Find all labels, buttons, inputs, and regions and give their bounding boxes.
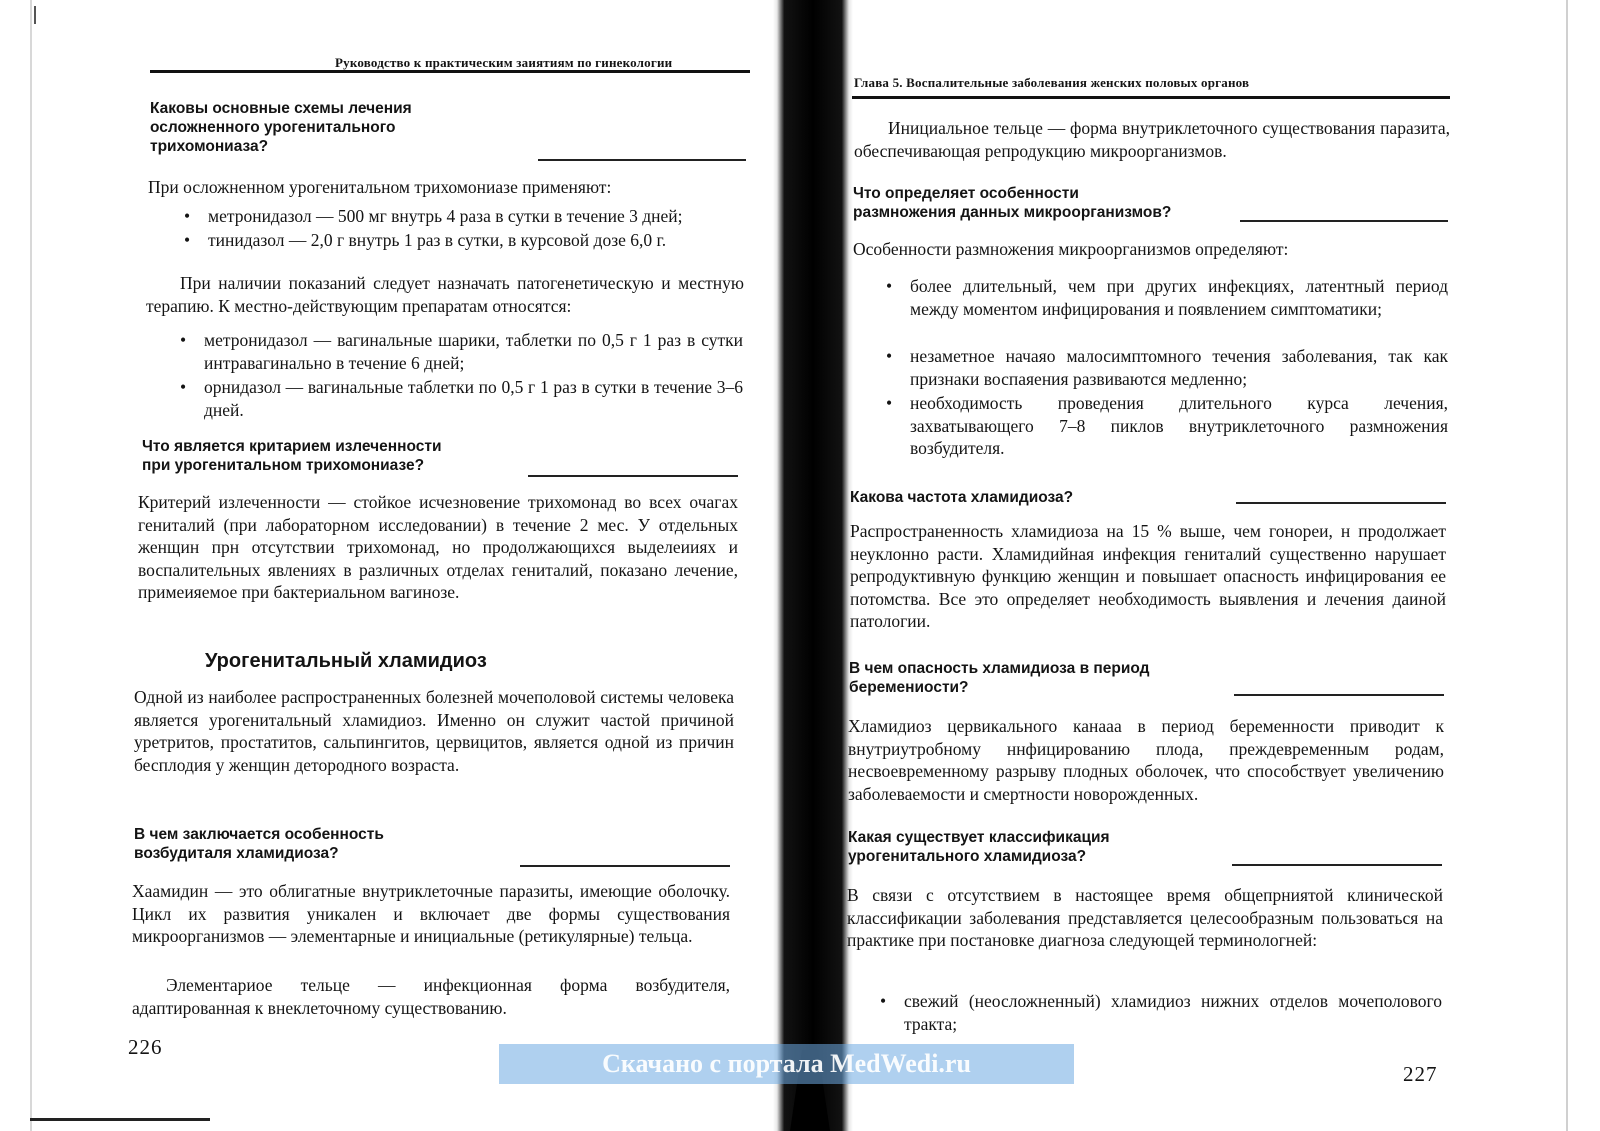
- list-item: • метронидазол — вагинальные шарики, таблетки по 0,5 г 1 раз в сутки интравагинально в течение 6 дней;: [180, 330, 743, 373]
- question-heading: В чем заключается особенность возбудиталя хламидиоза?: [134, 826, 384, 862]
- paragraph: Одной из наиболее распространенных болезней мочеполовой системы человека является урогенитальный хламидиоз. Именно он служит частой причиной уретритов, простатитов, сальпингитов, цервицитов, является одной из причин бесплодия у женщин детородного возраста.: [134, 687, 734, 775]
- bullet-icon: •: [880, 991, 887, 1011]
- question-rule: [520, 865, 730, 867]
- bullet-icon: •: [184, 230, 191, 250]
- section-title: Урогенитальный хламидиоз: [205, 650, 487, 672]
- question-rule: [1240, 220, 1448, 222]
- header-rule: [852, 96, 1450, 99]
- question-heading: Каковы основные схемы лечения осложненного урогенитального трихомониаза?: [150, 100, 412, 155]
- page-number: 227: [1403, 1062, 1438, 1086]
- question-heading: В чем опасность хламидиоза в период беремениости?: [849, 660, 1150, 696]
- bullet-icon: •: [886, 346, 893, 366]
- right-page: [847, 0, 1600, 1131]
- question-rule: [538, 159, 746, 161]
- question-heading: Что является критарием излеченности при урогенитальном трихомониазе?: [142, 438, 442, 474]
- paragraph: Инициальное тельце — форма внутриклеточного существования паразита, обеспечивающая репродукцию микроорганизмов.: [854, 118, 1450, 161]
- question-rule: [1232, 864, 1442, 866]
- running-head: Руководство к практическим заиятиям по гинекологии: [335, 55, 673, 70]
- paragraph: При наличии показаний следует назначать патогенетическую и местную терапию. К местно-действующим препаратам относятся:: [146, 273, 744, 316]
- list-item: • свежий (неосложненный) хламидиоз нижних отделов мочеполового тракта;: [880, 991, 1442, 1034]
- question-rule: [528, 475, 738, 477]
- paragraph: Распространенность хламидиоза на 15 % выше, чем гонореи, н продолжает неуклонно расти. Хламидийная инфекция гениталий существенно нарушает репродуктивную функцию женщин и повышает опасность инфицирования ее потомства. Все это определяет необходимость выявления и лечения даиной патологии.: [850, 521, 1446, 631]
- question-heading: Какая существует классификация урогенитального хламидиоза?: [848, 829, 1110, 865]
- paragraph: В связи с отсутствием в настоящее время общепрниятой клинической классификации заболевания представляется целесообразным пользоваться на практике при постановке диагноза следующей терминологней:: [847, 885, 1443, 950]
- paragraph: Хламидиоз цервикального канааа в период беременности приводит к внутриутробному ннфицированию плода, преждевременным родам, несвоевременному разрыву плодных оболочек, что способствует увеличению заболеваемости и смертности новорожденных.: [848, 716, 1444, 804]
- list-item: • метронидазол — 500 мг внутрь 4 раза в сутки в течение 3 дней;: [184, 206, 683, 226]
- book-spine-shadow: [773, 0, 853, 1131]
- paragraph: Критерий излеченности — стойкое исчезновение трихомонад во всех очагах гениталий (при лабораторном исследовании) в течение 2 мес. У отдельных женщин прн отсутствии трихомонад, но продолжающихся выделеииях и воспалительных явлениях в различных отделах гениталий, показано лечение, примеияемое при бактериальном вагинозе.: [138, 492, 738, 602]
- list-item: • орнидазол — вагинальные таблетки по 0,5 г 1 раз в сутки в течение 3–6 дней.: [180, 377, 743, 420]
- paragraph: Хаамидин — это облигатные внутриклеточные паразиты, имеющие оболочку. Цикл их развития уникален и включает две формы существования микроорганизмов — элементарные и инициальные (ретикулярные) тельца.: [132, 881, 730, 946]
- left-page: [0, 0, 780, 1131]
- question-heading: Какова частота хламидиоза?: [850, 489, 1074, 506]
- paragraph: Особенности размножения микроорганизмов определяют:: [853, 239, 1289, 259]
- bullet-icon: •: [886, 393, 893, 413]
- bullet-icon: •: [180, 330, 187, 350]
- question-heading: Что определяет особенности размножения данных микроорганизмов?: [853, 185, 1172, 221]
- list-item: • более длительный, чем при других инфекциях, латентный период между моментом инфицирования и появлением симптоматики;: [886, 276, 1448, 319]
- list-item: • необходимость проведения длительного курса лечения, захватывающего 7–8 пиклов внутриклеточного размножения возбудителя.: [886, 393, 1448, 458]
- watermark-banner: Скачано с портала MedWedi.ru: [499, 1044, 1074, 1084]
- bullet-icon: •: [184, 206, 191, 226]
- paragraph: Элементариое тельце — инфекционная форма возбудителя, адаптированная к внеклеточному существованию.: [132, 975, 730, 1018]
- bullet-icon: •: [180, 377, 187, 397]
- header-rule: [150, 70, 750, 73]
- question-rule: [1236, 502, 1446, 504]
- list-item: • тинидазол — 2,0 г внутрь 1 раз в сутки, в курсовой дозе 6,0 г.: [184, 230, 667, 250]
- question-rule: [1234, 694, 1444, 696]
- page-number: 226: [128, 1035, 163, 1059]
- running-head: Глава 5. Воспалительные заболевания женских половых органов: [854, 75, 1250, 90]
- list-item: • незаметное начаяо малосимптомного течения заболевания, так как признаки воспаяения развиваются медленно;: [886, 346, 1448, 389]
- paragraph: При осложненном урогенитальном трихомониазе применяют:: [148, 177, 612, 197]
- bullet-icon: •: [886, 276, 893, 296]
